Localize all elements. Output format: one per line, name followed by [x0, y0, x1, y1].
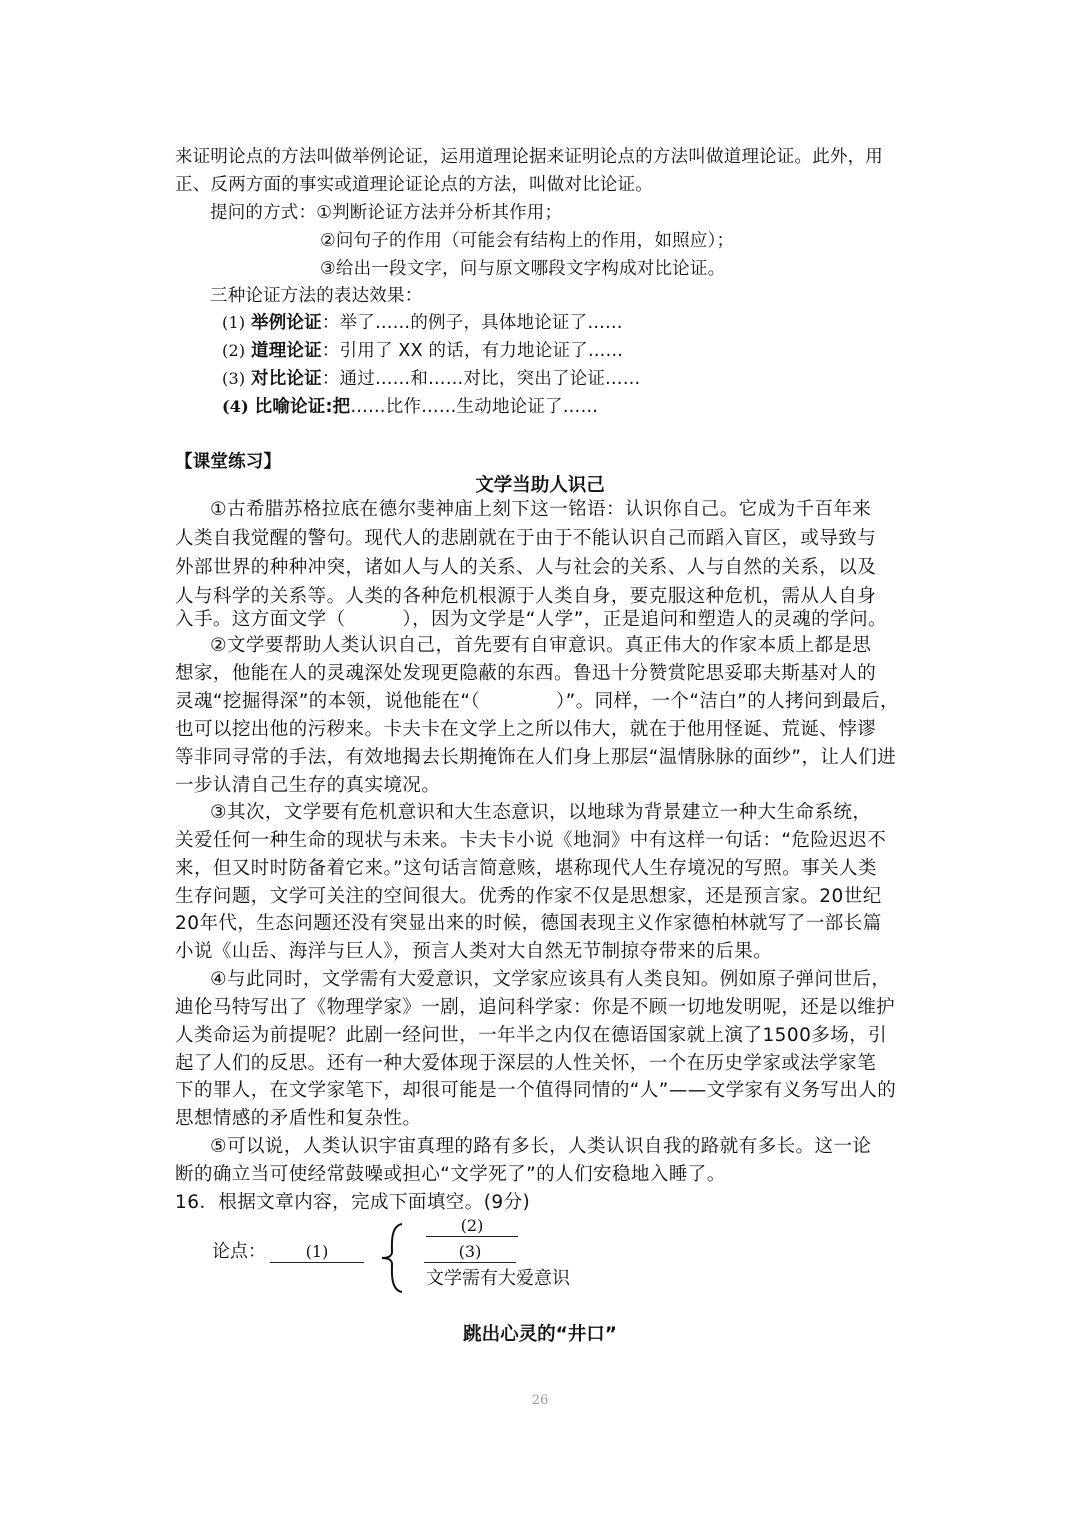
sub-point-4: 文学需有大爱意识 [426, 1268, 570, 1289]
blank-2[interactable] [426, 1214, 518, 1238]
effect-text: ：通过……和……对比，突出了论证…… [321, 369, 641, 389]
effect-number: (4) [222, 397, 249, 416]
ask-label: 提问的方式： [210, 203, 317, 223]
next-article-title: 跳出心灵的“井口” [463, 1324, 617, 1345]
paragraph-line: 思想情感的矛盾性和复杂性。 [175, 1108, 422, 1129]
blank-2-underline [426, 1236, 518, 1237]
paragraph-line: 小说《山岳、海洋与巨人》，预言人类对大自然无节制掠夺带来的后果。 [175, 941, 773, 962]
effect-number: (1) [222, 313, 246, 332]
paragraph-line: 来，但又时时防备着它来。”这句话言简意赅，堪称现代人生存境况的写照。事关人类 [175, 858, 877, 879]
effect-item [222, 367, 640, 391]
exercise-heading: 【课堂练习】 [175, 452, 282, 472]
effect-text: ：引用了 XX 的话，有力地论证了…… [321, 341, 624, 361]
methods-line-2: 正、反两方面的事实或道理论证论点的方法，叫做对比论证。 [175, 175, 653, 195]
paragraph-line: 关爱任何一种生命的现状与未来。卡夫卡小说《地洞》中有这样一句话：“危险迟迟不 [175, 830, 887, 851]
effect-name: 比喻论证:把 [254, 397, 351, 417]
paragraph-line: 人类命运为前提呢？此剧一经问世，一年半之内仅在德语国家就上演了1500多场，引 [175, 1025, 888, 1046]
effect-number: (2) [222, 341, 246, 360]
paragraph-line: 外部世界的种种冲突，诸如人与人的关系、人与社会的关系、人与自然的关系，以及 [175, 557, 877, 578]
effect-name: 对比论证 [251, 369, 322, 389]
blank-3-underline [424, 1262, 516, 1263]
paragraph-line: ⑤可以说，人类认识宇宙真理的路有多长，人类认识自我的路就有多长。这一论 [210, 1136, 872, 1157]
paragraph-line: ④与此同时，文学需有大爱意识，文学家应该具有人类良知。例如原子弹问世后， [210, 969, 891, 990]
effects-label: 三种论证方法的表达效果： [210, 286, 423, 306]
left-brace-icon [378, 1222, 408, 1294]
effect-item [222, 311, 623, 335]
paragraph-line: 迪伦马特写出了《物理学家》一剧，追问科学家：你是不顾一切地发明呢，还是以维护 [175, 997, 896, 1018]
paragraph-line: 灵魂“挖掘得深”的本领，说他能在“（ ）”。同样，一个“洁白”的人拷问到最后， [175, 691, 899, 712]
ask-method-line [210, 201, 562, 225]
effect-number: (3) [222, 369, 246, 388]
paragraph-line: 想家，他能在人的灵魂深处发现更隐蔽的东西。鲁迅十分赞赏陀思妥耶夫斯基对人的 [175, 663, 877, 684]
blank-3[interactable] [424, 1240, 516, 1264]
blank-1[interactable] [270, 1240, 364, 1264]
paragraph-line: 入手。这方面文学（ ），因为文学是“人学”，正是追问和塑造人的灵魂的学问。 [175, 609, 887, 630]
paragraph-line: ③其次，文学要有危机意识和大生态意识，以地球为背景建立一种大生命系统， [210, 802, 872, 823]
paragraph-line: ②文学要帮助人类认识自己，首先要有自审意识。真正伟大的作家本质上都是思 [210, 635, 872, 656]
paragraph-line: ①古希腊苏格拉底在德尔斐神庙上刻下这一铭语：认识你自己。它成为千百年来 [210, 499, 872, 520]
effect-item [222, 339, 623, 363]
paragraph-line: 生存问题，文学可关注的空间很大。优秀的作家不仅是思想家，还是预言家。20世纪 [175, 886, 882, 907]
effect-name: 道理论证 [251, 341, 322, 361]
blank-3-number: (3) [458, 1242, 482, 1261]
blank-1-number: (1) [305, 1242, 329, 1261]
effect-item [222, 395, 598, 419]
paragraph-line: 20年代，生态问题还没有突显出来的时候，德国表现主义作家德柏林就写了一部长篇 [175, 913, 882, 934]
blank-1-underline [270, 1262, 364, 1263]
ask-item-3: ③给出一段文字，问与原文哪段文字构成对比论证。 [320, 259, 726, 279]
effect-text: ：举了……的例子，具体地论证了…… [321, 313, 623, 333]
question-16: 16．根据文章内容，完成下面填空。(9分) [175, 1192, 531, 1213]
thesis-label: 论点： [212, 1241, 266, 1262]
effect-name: 举例论证 [251, 313, 322, 333]
paragraph-line: 人类自我觉醒的警句。现代人的悲剧就在于由于不能认识自己而蹈入盲区，或导致与 [175, 528, 877, 549]
paragraph-line: 也可以挖出他的污秽来。卡夫卡在文学上之所以伟大，就在于他用怪诞、荒诞、悖谬 [175, 719, 877, 740]
paragraph-line: 起了人们的反思。还有一种大爱体现于深层的人性关怀，一个在历史学家或法学家笔 [175, 1053, 877, 1074]
paragraph-line: 下的罪人，在文学家笔下，却很可能是一个值得同情的“人”——文学家有义务写出人的 [175, 1080, 897, 1101]
paragraph-line: 等非同寻常的手法，有效地揭去长期掩饰在人们身上那层“温情脉脉的面纱”，让人们进 [175, 747, 897, 768]
exercise-title: 文学当助人识己 [475, 475, 605, 496]
ask-item-2: ②问句子的作用（可能会有结构上的作用，如照应）； [320, 231, 735, 251]
blank-2-number: (2) [460, 1216, 484, 1235]
effect-text: ……比作……生动地论证了…… [350, 397, 599, 417]
paragraph-line: 一步认清自己生存的真实境况。 [175, 775, 441, 796]
ask-item-1: ①判断论证方法并分析其作用； [316, 203, 563, 223]
paragraph-line: 断的确立当可使经常鼓噪或担心“文学死了”的人们安稳地入睡了。 [175, 1164, 726, 1185]
page-number: 26 [531, 1393, 549, 1408]
paragraph-line: 人与科学的关系等。人类的各种危机根源于人类自身，要克服这种危机，需从人自身 [175, 586, 877, 607]
methods-line-1: 来证明论点的方法叫做举例论证，运用道理论据来证明论点的方法叫做道理论证。此外，用 [175, 147, 883, 167]
